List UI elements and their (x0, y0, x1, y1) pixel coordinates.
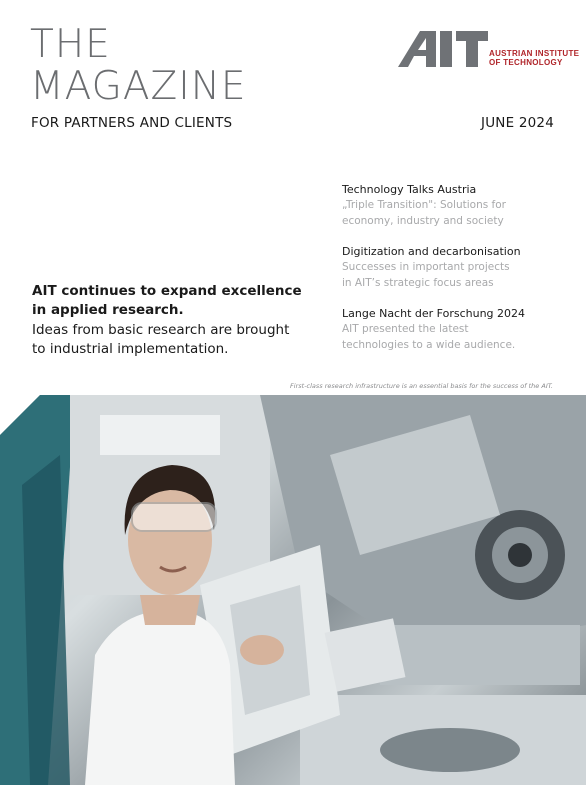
lead-bold: AIT continues to expand excellence in applied research. (32, 283, 302, 318)
logo-wordmark (489, 49, 579, 67)
magazine-title (30, 24, 247, 108)
magazine-subtitle: FOR PARTNERS AND CLIENTS (31, 115, 233, 131)
teaser-list (342, 182, 577, 368)
teaser-body: AIT presented the latest technologies to a wide audience. (342, 323, 516, 351)
teaser-item[interactable] (342, 244, 577, 291)
magazine-title-line2: MAGAZINE (30, 64, 247, 109)
magazine-title-line1: THE (30, 22, 111, 67)
lead-normal: Ideas from basic research are brought to industrial implementation. (32, 322, 290, 357)
teaser-heading: Digitization and decarbonisation (342, 245, 521, 258)
lead-text (32, 282, 302, 359)
teaser-item[interactable] (342, 306, 577, 353)
cover-photo (0, 395, 586, 785)
teaser-body: Successes in important projects in AIT’s strategic focus areas (342, 261, 510, 289)
logo-line2: OF TECHNOLOGY (489, 58, 563, 67)
teaser-body: „Triple Transition": Solutions for economy, industry and society (342, 199, 506, 227)
teaser-heading: Technology Talks Austria (342, 183, 477, 196)
teaser-heading: Lange Nacht der Forschung 2024 (342, 307, 526, 320)
photo-caption: First-class research infrastructure is an essential basis for the success of the AIT. (290, 382, 553, 390)
issue-date: JUNE 2024 (481, 115, 554, 131)
teaser-item[interactable] (342, 182, 577, 229)
lab-scene-illustration (0, 395, 586, 785)
logo-line1: AUSTRIAN INSTITUTE (489, 49, 580, 58)
